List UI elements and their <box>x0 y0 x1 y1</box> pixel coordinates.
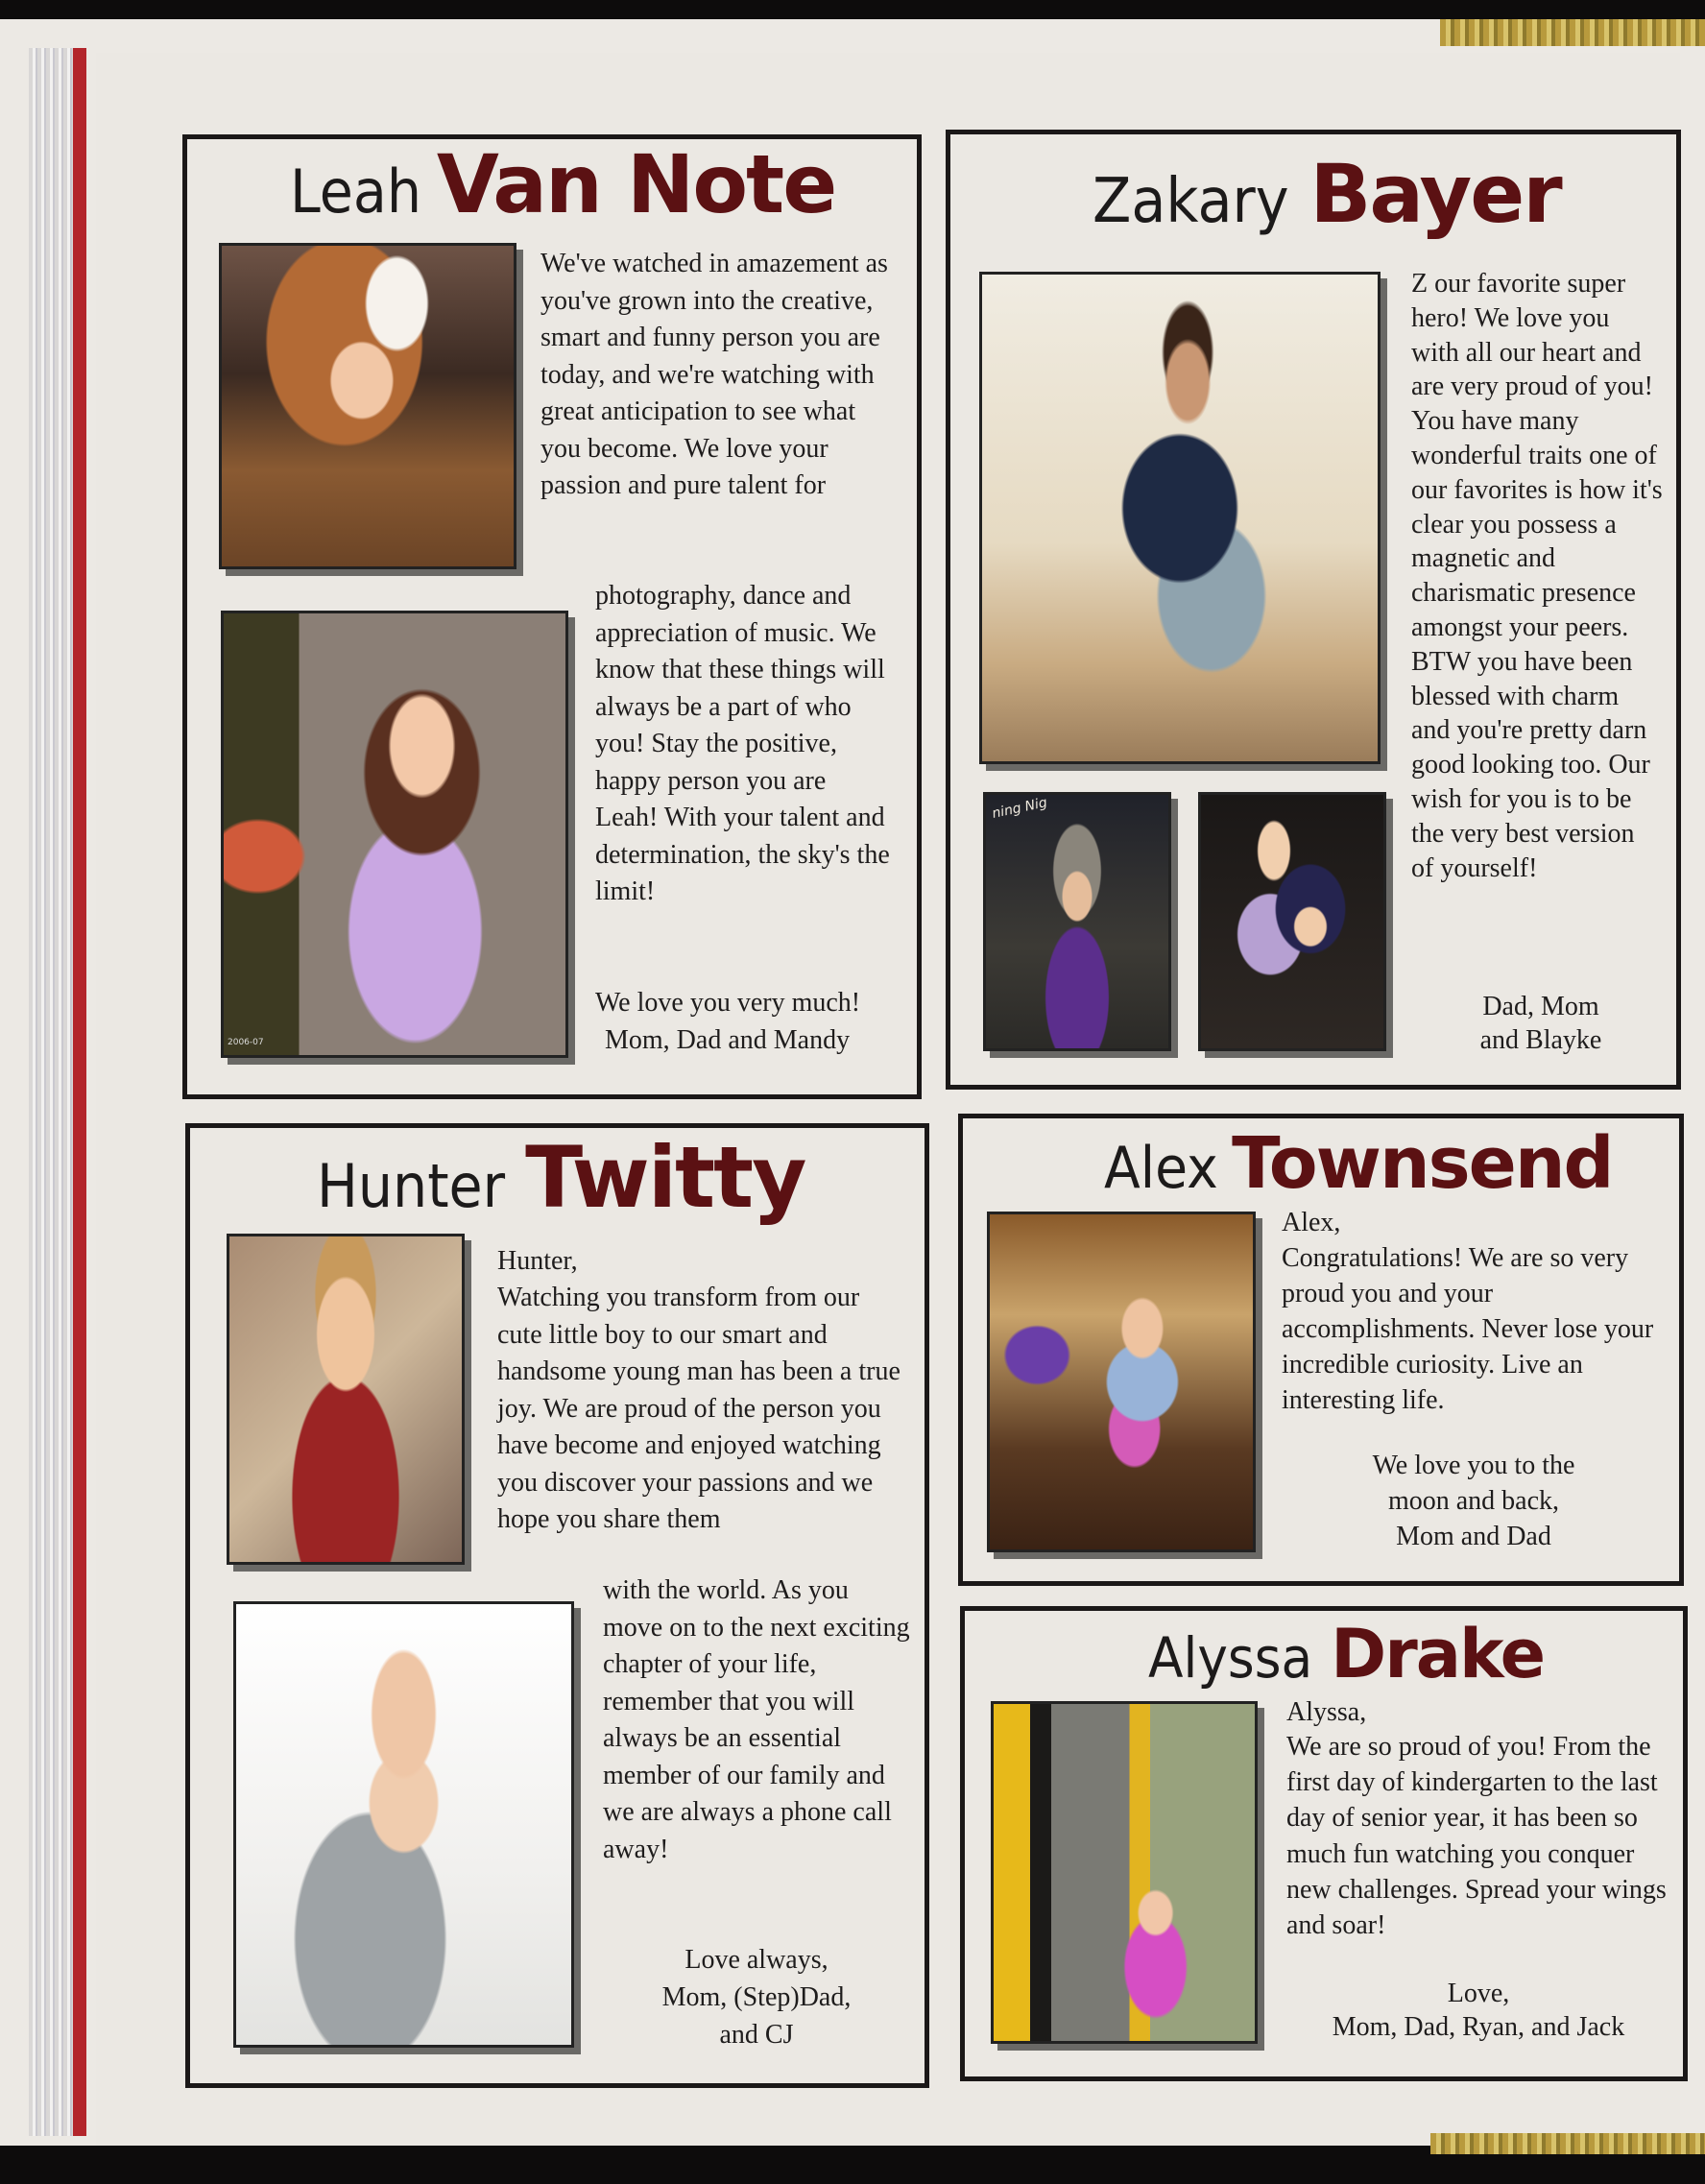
zakary-signature-line1: Dad, Mom <box>1482 992 1599 1021</box>
alex-gift-photo <box>987 1212 1256 1552</box>
photo-stamp: 2006-07 <box>228 1038 264 1047</box>
binding-stripe <box>73 48 86 2136</box>
zakary-message: Z our favorite super hero! We love you with all our heart and are very proud of you! You have many wonderful traits one of our favorites is how it's clear you possess a magnetic and charismatic presence amongst your peers. BTW you have been blessed with charm and you're pretty darn good looking too. Our wish for you is to be the very best version of yourself! <box>1411 269 1663 883</box>
hunter-first-name: Hunter <box>317 1151 506 1221</box>
hunter-message-continued: with the world. As you move on to the next exciting chapter of your life, remember that you will always be an essential member of our family and we are always a phone call away! <box>603 1575 910 1864</box>
alyssa-last-name: Drake <box>1331 1615 1545 1693</box>
leah-first-name: Leah <box>290 156 421 227</box>
hunter-signature-line1: Love always, <box>684 1945 828 1975</box>
alex-heading <box>1104 1122 1613 1205</box>
zakary-heading <box>1093 147 1561 241</box>
gold-foil-top <box>1440 19 1705 46</box>
hunter-greeting: Hunter, <box>497 1246 578 1276</box>
zakary-signature-line2: and Blayke <box>1479 1025 1602 1055</box>
alyssa-first-name: Alyssa <box>1148 1625 1313 1691</box>
hunter-signature-line2: Mom, (Step)Dad, <box>661 1982 852 2012</box>
hunter-heading <box>317 1128 805 1227</box>
alex-first-name: Alex <box>1104 1135 1218 1202</box>
alex-signature-line1: We love you to the <box>1372 1451 1575 1480</box>
leah-signature-line1: We love you very much! <box>595 988 861 1018</box>
alex-last-name: Townsend <box>1232 1122 1613 1205</box>
alex-message: Congratulations! We are so very proud you and your accomplishments. Never lose your incredible curiosity. Live an interesting life. <box>1282 1243 1654 1415</box>
zakary-childhood-hat-photo <box>983 792 1171 1051</box>
alyssa-school-bus-photo <box>991 1701 1258 2044</box>
hunter-baby-bucket-photo <box>233 1601 574 2048</box>
alyssa-signature-line2: Mom, Dad, Ryan, and Jack <box>1332 2012 1625 2042</box>
hunter-last-name: Twitty <box>525 1128 805 1227</box>
leah-portrait-photo <box>221 611 568 1058</box>
alyssa-greeting: Alyssa, <box>1286 1697 1367 1727</box>
alyssa-message: We are so proud of you! From the first day of kindergarten to the last day of senior year, it has been so much fun watching you conquer new challenges. Spread your wings and soar! <box>1286 1732 1667 1941</box>
leah-message-continued: photography, dance and appreciation of music. We know that these things will always be a part of who you! Stay the positive, happy person you are Leah! With your talent and determination, the sky's the limit! <box>595 581 890 906</box>
alex-signature-line2: moon and back, <box>1387 1486 1560 1516</box>
alex-signature-line3: Mom and Dad <box>1396 1522 1551 1551</box>
alyssa-signature-line1: Love, <box>1447 1979 1510 2008</box>
zakary-last-name: Bayer <box>1309 147 1561 241</box>
stacked-page-edges <box>29 48 86 2136</box>
zakary-first-name: Zakary <box>1093 166 1289 237</box>
hunter-signature-line3: and CJ <box>719 2020 794 2050</box>
leah-heading <box>290 137 836 231</box>
leah-last-name: Van Note <box>436 137 836 231</box>
leah-message-intro: We've watched in amazement as you've grown into the creative, smart and funny person you are today, and we're watching with great anticipation to see what you become. We love your passion and pure talent for <box>540 249 888 500</box>
leah-signature-line2: Mom, Dad and Mandy <box>605 1025 851 1055</box>
hunter-message-intro: Watching you transform from our cute little boy to our smart and handsome young man has been a true joy. We are proud of the person you have become and enjoyed watching you discover your passions and we hope you share them <box>497 1283 901 1534</box>
gold-foil-bottom <box>1430 2133 1705 2154</box>
photo-sign-text: ning Nig <box>990 795 1049 822</box>
zakary-sibling-costume-photo <box>1198 792 1386 1051</box>
leah-puppy-costume-photo <box>219 243 516 569</box>
zakary-senior-photo <box>979 272 1381 764</box>
hunter-kindergarten-photo <box>227 1234 465 1565</box>
alyssa-heading <box>1148 1615 1545 1693</box>
alex-greeting: Alex, <box>1282 1208 1341 1237</box>
